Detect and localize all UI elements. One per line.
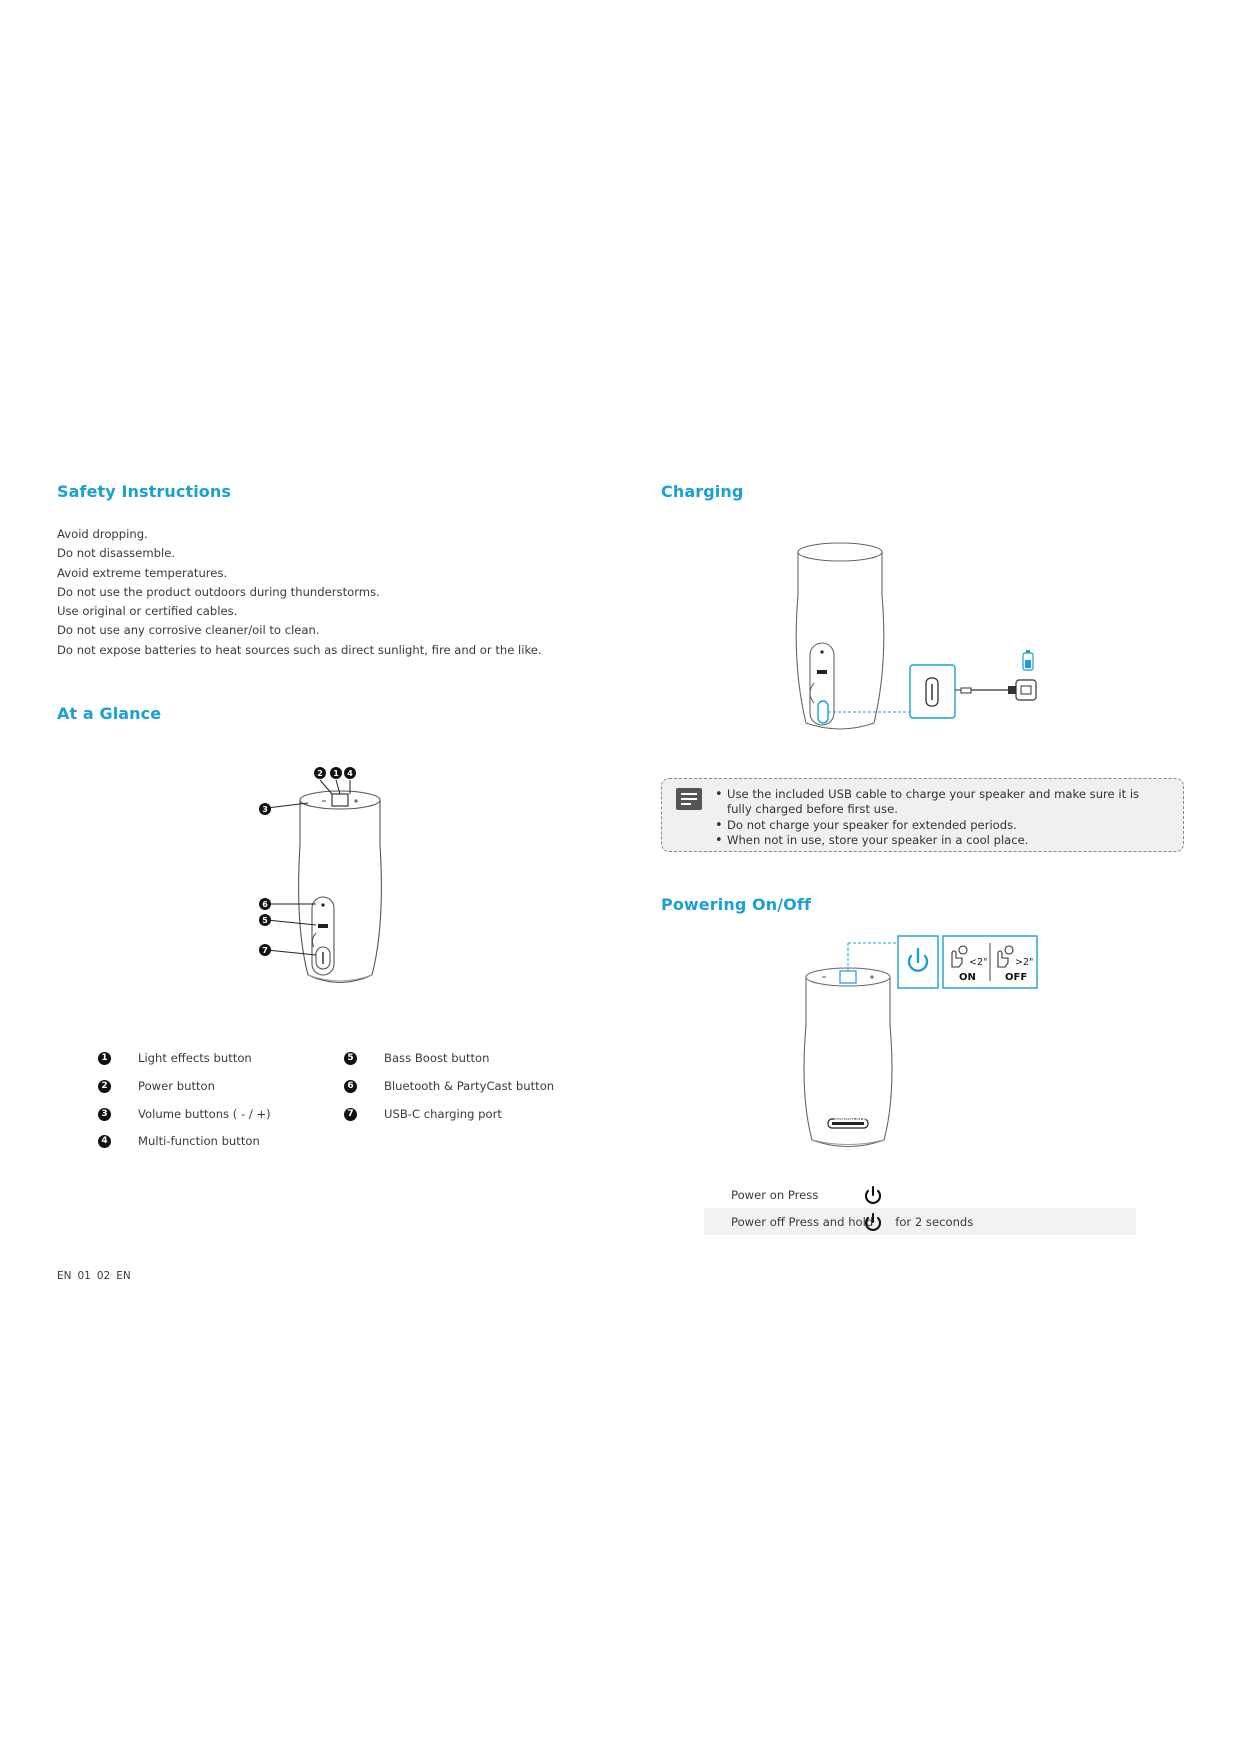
legend-item [98,1134,260,1148]
power-on-row [704,1181,1136,1208]
legend-number: 3 [98,1108,111,1121]
safety-item: Do not expose batteries to heat sources such as direct sunlight, fire and or the like. [57,642,542,657]
safety-item: Do not disassemble. [57,546,176,561]
on-label: ON [959,972,976,983]
brand-logo: soundcore [833,1116,867,1122]
legend-label: Bass Boost button [384,1051,490,1065]
svg-text:5: 5 [262,916,268,925]
charging-note [661,778,1184,852]
legend-number: 5 [344,1052,357,1065]
legend-number: 7 [344,1108,357,1121]
svg-text:1: 1 [333,769,339,778]
glance-title: At a Glance [57,704,162,723]
safety-list [57,525,542,660]
safety-title: Safety Instructions [57,482,232,501]
speaker-diagram [250,765,410,1005]
row-label: Power on Press [731,1187,819,1202]
legend-label: Volume buttons ( - / +) [138,1107,271,1121]
legend-item [98,1107,271,1121]
on-hint: <2" [969,957,988,968]
legend-label: Power button [138,1079,215,1093]
legend-label: USB-C charging port [384,1107,502,1121]
legend-label: Light effects button [138,1051,252,1065]
footer-lang: EN [57,1270,72,1282]
charging-diagram [780,535,1060,740]
safety-item: Avoid extreme temperatures. [57,565,228,580]
legend-item [344,1051,489,1065]
svg-text:3: 3 [262,805,268,814]
legend-number: 6 [344,1080,357,1093]
safety-item: Use original or certified cables. [57,604,238,619]
note-list [727,787,1167,848]
row-label: Power off Press and hold [731,1214,874,1229]
legend-item [98,1079,215,1093]
legend-number: 2 [98,1080,111,1093]
off-hint: >2" [1015,957,1034,968]
legend-number: 4 [98,1135,111,1148]
svg-text:7: 7 [262,946,268,955]
note-item: • Use the included USB cable to charge your speaker and make sure it is fully charged before first use. [727,787,1167,818]
svg-text:4: 4 [347,769,353,778]
row-suffix: for 2 seconds [895,1214,974,1229]
power-icon [863,1212,883,1232]
note-icon [676,788,702,810]
safety-item: Do not use the product outdoors during thunderstorms. [57,584,380,599]
charging-title: Charging [661,482,744,501]
legend-label: Bluetooth & PartyCast button [384,1079,555,1093]
off-label: OFF [1005,972,1028,983]
note-item: • Do not charge your speaker for extended periods. [727,818,1167,833]
legend-label: Multi-function button [138,1134,260,1148]
footer-lang: EN [116,1270,131,1282]
power-icon [863,1185,883,1205]
safety-item: Do not use any corrosive cleaner/oil to clean. [57,623,320,638]
powering-title: Powering On/Off [661,895,811,914]
note-item: • When not in use, store your speaker in a cool place. [727,833,1167,848]
svg-text:2: 2 [317,769,323,778]
legend-number: 1 [98,1052,111,1065]
legend-item [344,1107,502,1121]
page-number: 01 [77,1270,91,1282]
legend-item [98,1051,252,1065]
svg-text:6: 6 [262,900,268,909]
powering-diagram [790,935,1050,1165]
safety-item: Avoid dropping. [57,527,148,541]
legend-item [344,1079,554,1093]
power-off-row [704,1208,1136,1235]
page-number: 02 [96,1270,111,1282]
page-footer [57,1270,137,1282]
